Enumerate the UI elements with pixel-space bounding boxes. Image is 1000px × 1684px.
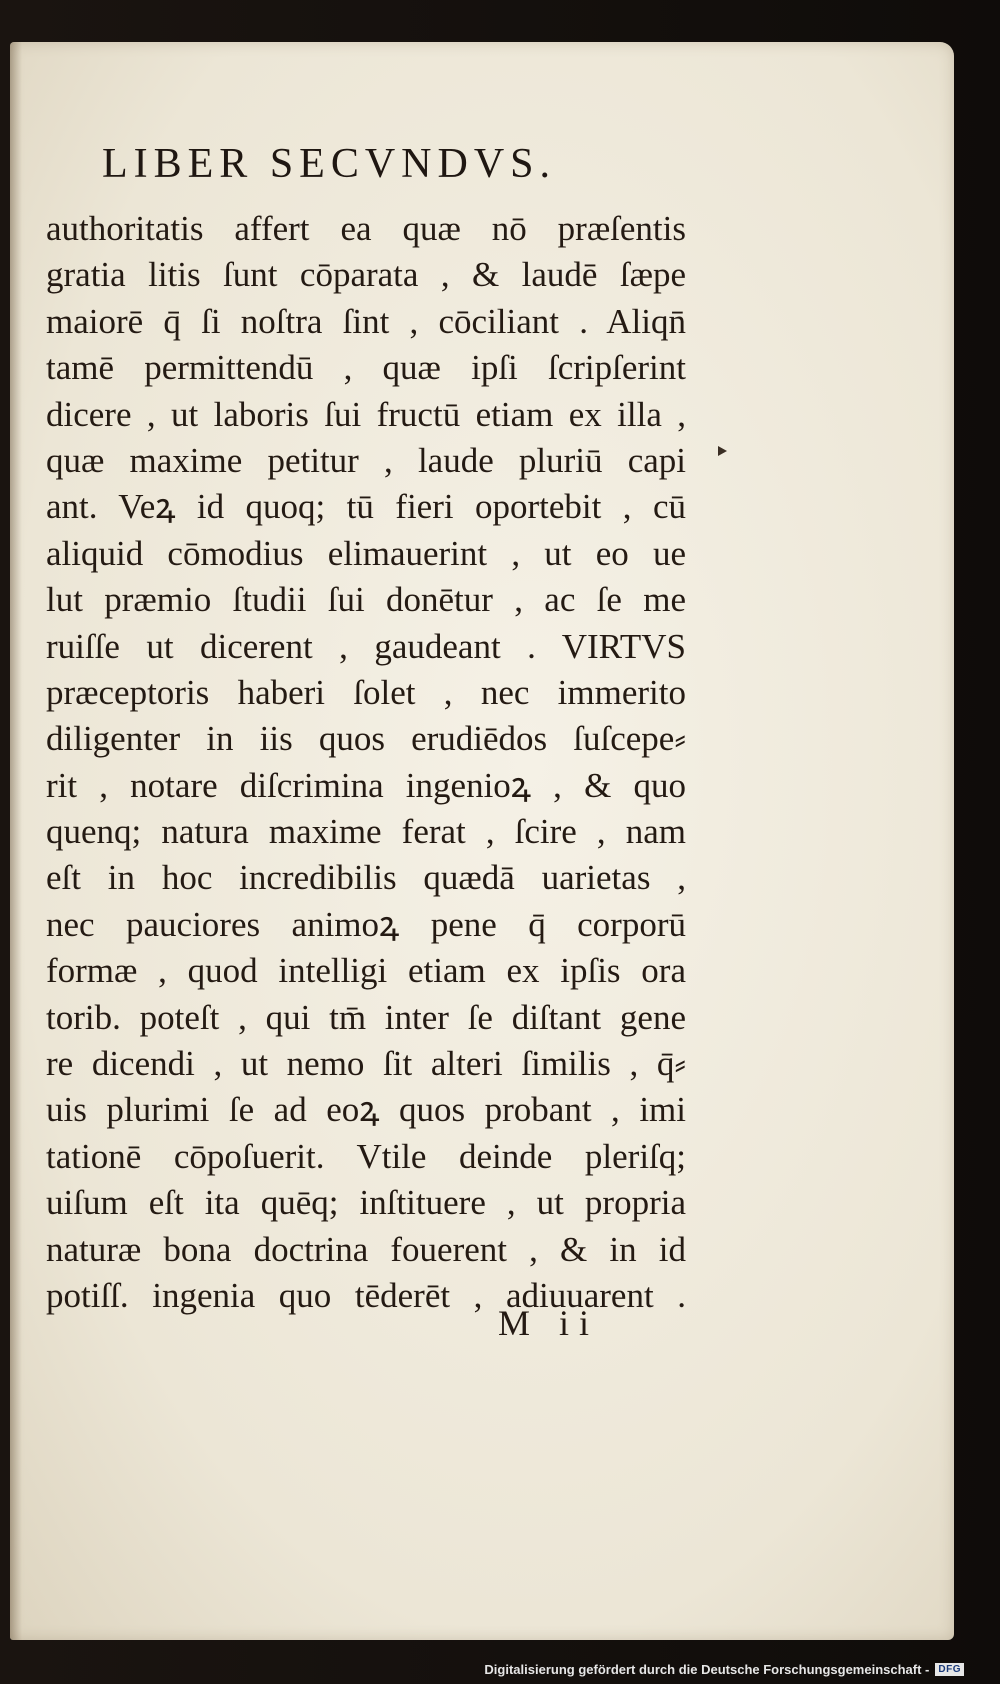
text-line: lut præmio ſtudii ſui donētur , ac ſe me	[46, 580, 686, 620]
dfg-logo: DFG	[935, 1663, 964, 1676]
text-line: ant. Veꝝ id quoq; tū fieri oportebit , cū	[46, 487, 686, 527]
text-line: quæ maxime petitur , laude pluriū capi	[46, 440, 686, 480]
signature-mark: M ii	[498, 1303, 600, 1343]
text-line: ruiſſe ut dicerent , gaudeant . VIRTVS	[46, 626, 686, 666]
text-line: tamē permittendū , quæ ipſi ſcripſerint	[46, 348, 686, 388]
text-line: formæ , quod intelligi etiam ex ipſis ora	[46, 951, 686, 991]
text-line: gratia litis ſunt cōparata , & laudē ſæpe	[46, 255, 686, 295]
text-line: tationē cōpoſuerit. Vtile deinde pleriſq;	[46, 1136, 686, 1176]
text-line: nec pauciores animoꝝ pene q̄ corporū	[46, 904, 686, 944]
text-line: uis plurimi ſe ad eoꝝ quos probant , imi	[46, 1090, 686, 1130]
running-head: LIBER SECVNDVS.	[102, 141, 557, 187]
page-spine-shadow	[10, 42, 22, 1640]
text-line: præceptoris haberi ſolet , nec immerito	[46, 672, 686, 712]
text-line: dicere , ut laboris ſui fructū etiam ex illa ,	[46, 394, 686, 434]
text-line: potiſſ. ingenia quo tēderēt , adiuuarent .	[46, 1275, 686, 1315]
margin-pointer-mark	[718, 446, 727, 456]
digitization-credit	[484, 1656, 964, 1682]
text-line: re dicendi , ut nemo ſit alteri ſimilis , q̄⸗	[46, 1044, 686, 1084]
text-line: torib. poteſt , qui tm̄ inter ſe diſtant gene	[46, 997, 686, 1037]
text-line: authoritatis affert ea quæ nō præſentis	[46, 209, 686, 248]
body-text	[46, 206, 686, 1319]
text-line: naturæ bona doctrina fouerent , & in id	[46, 1229, 686, 1269]
text-line: quenq; natura maxime ferat , ſcire , nam	[46, 812, 686, 852]
credit-text: Digitalisierung gefördert durch die Deutsche Forschungsgemeinschaft -	[484, 1661, 930, 1677]
text-line: aliquid cōmodius elimauerint , ut eo ue	[46, 533, 686, 573]
text-line: diligenter in iis quos erudiēdos ſuſcepe⸗	[46, 719, 686, 759]
text-line: maiorē q̄ ſi noſtra ſint , cōciliant . Aliqn̄	[46, 301, 686, 341]
text-line: uiſum eſt ita quēq; inſtituere , ut propria	[46, 1183, 686, 1223]
text-line: rit , notare diſcrimina ingenioꝝ , & quo	[46, 765, 686, 805]
text-line: eſt in hoc incredibilis quædā uarietas ,	[46, 858, 686, 898]
